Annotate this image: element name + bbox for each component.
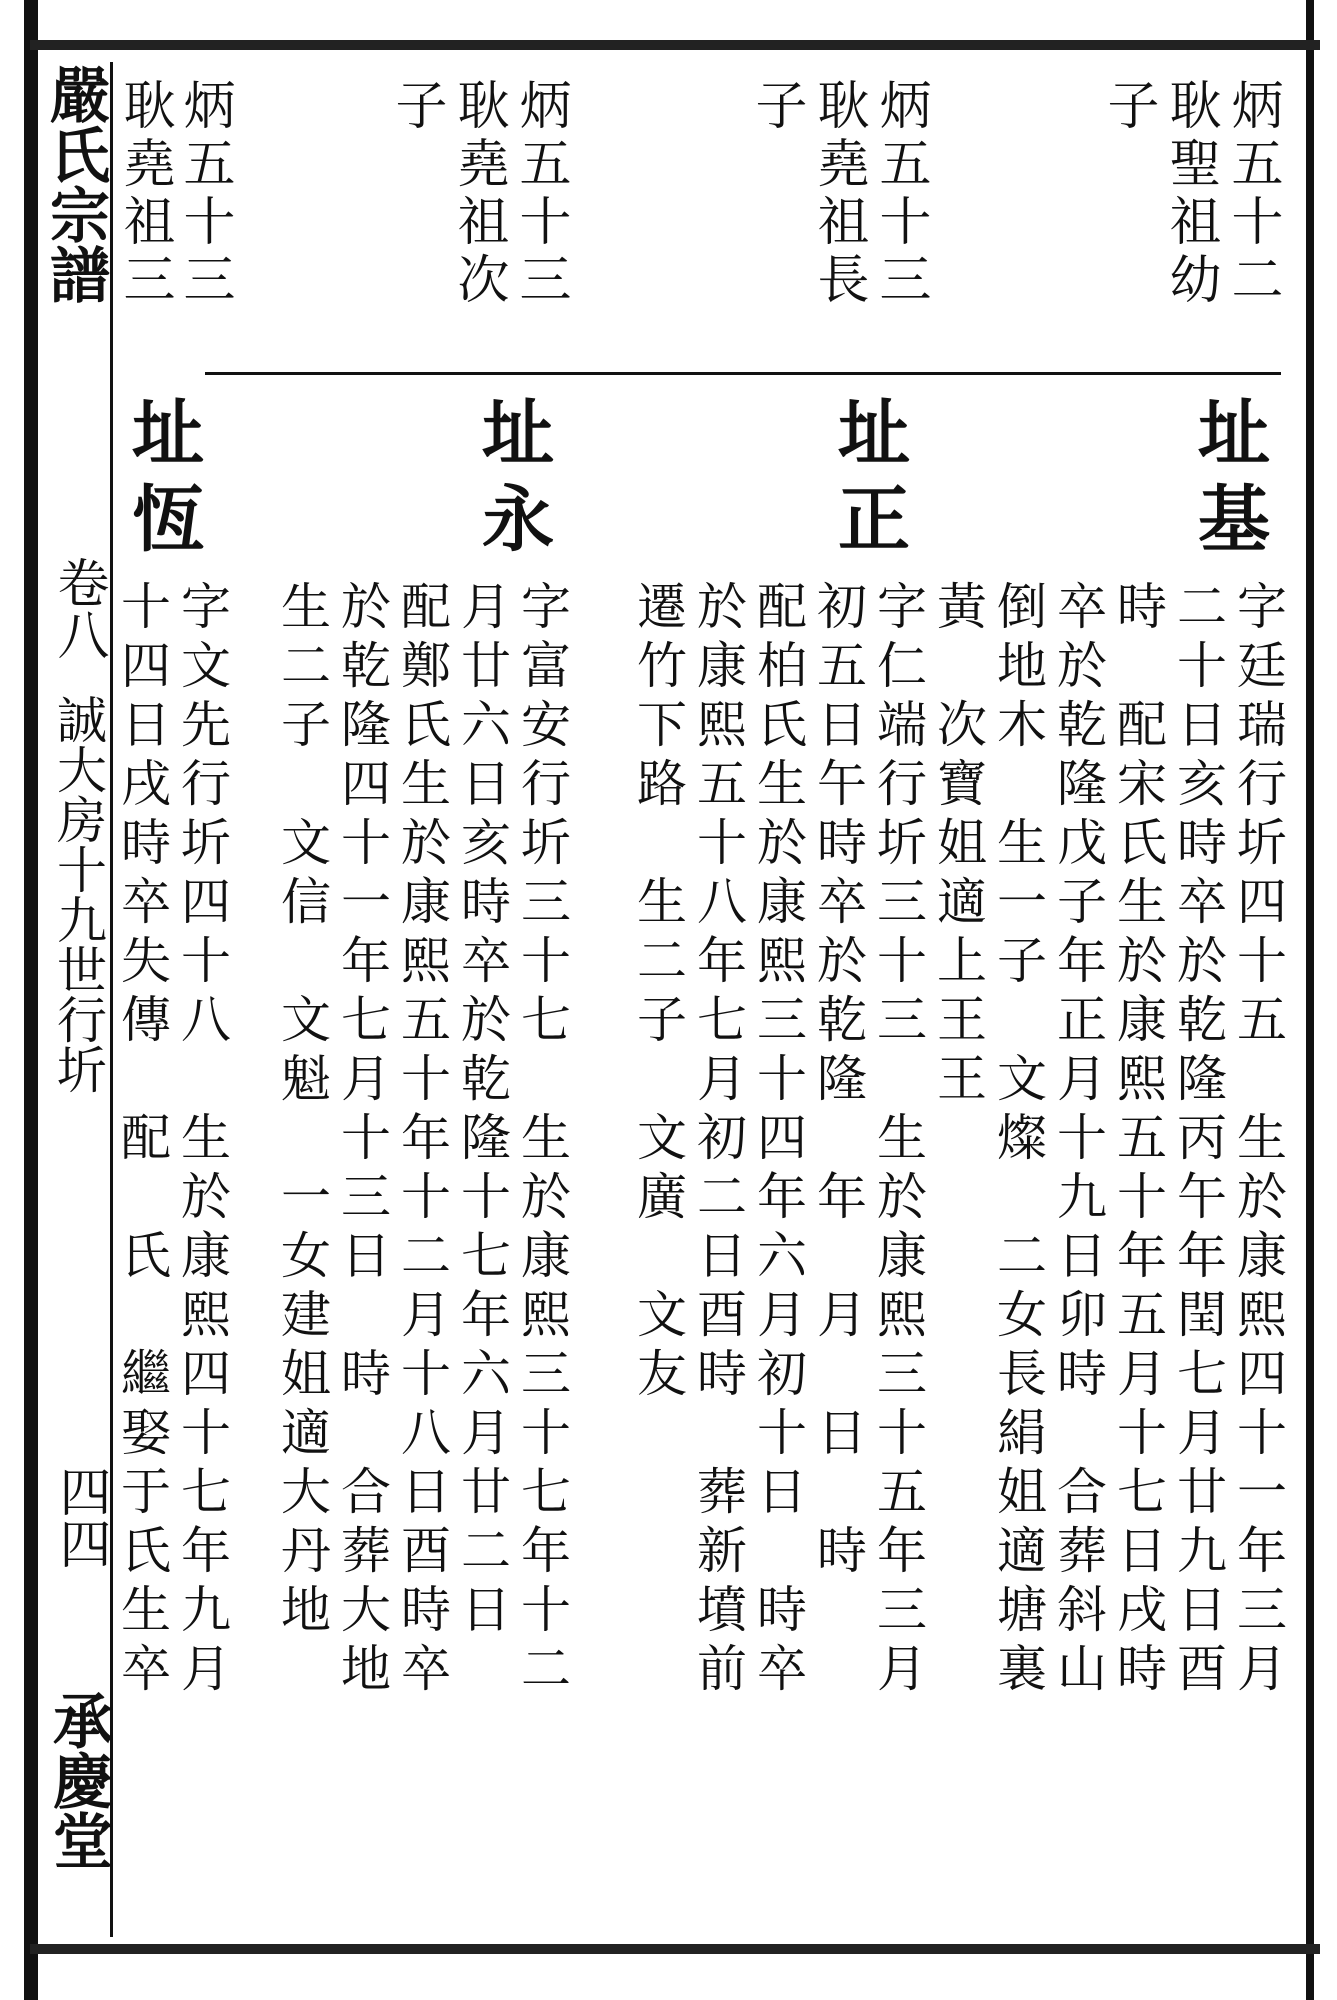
record-1-line-2: 二十日亥時卒於乾隆丙午年閏七月廿九日酉: [1169, 580, 1227, 1701]
record-3-line-4: 於乾隆四十一年七月十三日 時 合葬大地: [333, 580, 391, 1701]
record-2-line-4: 於康熙五十八年七月初二日酉時 葬新墳前: [689, 580, 747, 1701]
hall-name: 承慶堂: [43, 1690, 113, 1870]
record-1-site: 址基: [1186, 395, 1271, 567]
bottom-border: [30, 1944, 1320, 1954]
record-4-line-1: 字文先行圻四十八 生於康熙四十七年九月: [173, 580, 231, 1701]
top-entry-4-line2: 耿堯祖三: [114, 78, 174, 310]
record-4-site: 址恆: [120, 395, 205, 567]
record-3-line-3: 配鄭氏生於康熙五十年十二月十八日酉時卒: [393, 580, 451, 1701]
top-entry-1-line3: 子: [1098, 78, 1158, 136]
top-border: [30, 40, 1320, 50]
top-entry-1-line2: 耿聖祖幼: [1160, 78, 1220, 310]
record-3-line-1: 字富安行圻三十七 生於康熙三十七年十二: [513, 580, 571, 1701]
right-border: [1306, 0, 1314, 2000]
record-3-line-5: 生二子 文信 文魁 一女建姐適大丹地: [273, 580, 331, 1642]
record-3-line-2: 月廿六日亥時卒於乾隆十七年六月廿二日: [453, 580, 511, 1642]
volume-label: 卷八: [48, 556, 108, 660]
top-entry-3-line3: 子: [386, 78, 446, 136]
book-title: 嚴氏宗譜: [40, 64, 110, 304]
page-number: 四四: [50, 1465, 110, 1569]
top-entry-1-line1: 炳五十二: [1222, 78, 1282, 310]
record-1-line-1: 字廷瑞行圻四十五 生於康熙四十一年三月: [1229, 580, 1287, 1701]
top-entry-2-line1: 炳五十三: [870, 78, 930, 310]
top-entry-4-line1: 炳五十三: [174, 78, 234, 310]
left-border: [24, 0, 38, 2000]
record-1-line-6: 黃 次寶姐適上王王: [929, 580, 987, 1111]
record-2-line-3: 配柏氏生於康熙三十四年六月初十日 時卒: [749, 580, 807, 1701]
section-label: 誠大房十九世行圻: [49, 694, 107, 1094]
record-2-line-1: 字仁端行圻三十三 生於康熙三十五年三月: [869, 580, 927, 1701]
record-1-line-5: 倒地木 生一子 文燦 二女長絹姐適塘裏: [989, 580, 1047, 1701]
record-3-site: 址永: [470, 395, 555, 567]
record-2-line-5: 遷竹下路 生二子 文廣 文友: [629, 580, 687, 1406]
upper-divider: [205, 372, 1281, 375]
record-1-line-4: 卒於乾隆戊子年正月十九日卯時 合葬斜山: [1049, 580, 1107, 1701]
record-2-line-2: 初五日午時卒於乾隆 年 月 日 時: [809, 580, 867, 1583]
top-entry-3-line1: 炳五十三: [510, 78, 570, 310]
record-1-line-3: 時 配宋氏生於康熙五十年五月十七日戌時: [1109, 580, 1167, 1701]
top-entry-2-line3: 子: [746, 78, 806, 136]
record-2-site: 址正: [826, 395, 911, 567]
record-4-line-2: 十四日戌時卒失傳 配 氏 繼娶于氏生卒: [113, 580, 171, 1701]
top-entry-2-line2: 耿堯祖長: [808, 78, 868, 310]
top-entry-3-line2: 耿堯祖次: [448, 78, 508, 310]
